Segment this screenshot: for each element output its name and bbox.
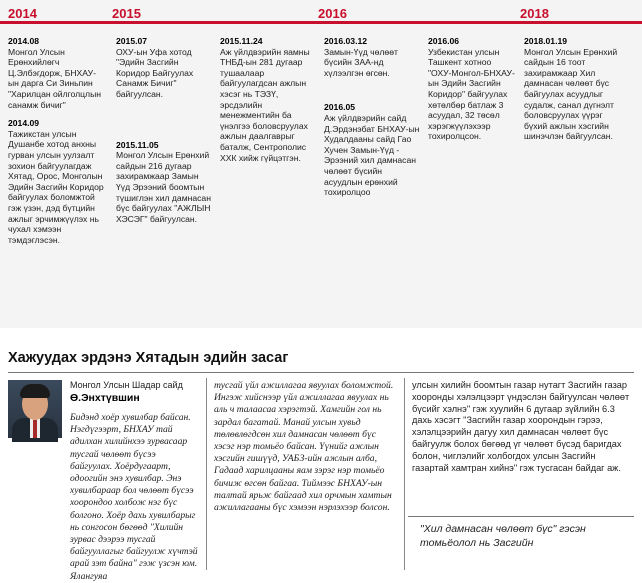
event-text: Аж үйлдвэрийн сайд Д.Эрдэнэбат БНХАУ-ын Худалдааны сайд Гао Хучен Замын-Үүд - Эрээний хил дамнасан чөлөөт бүсийн асуудлын ерөнхий тохиролцоо xyxy=(324,112,420,198)
event-text: Аж үйлдвэрийн яамны ТНБД-ын 281 дугаар тушаалаар байгуулагдсан ажлын хэсэг нь ТЭЗҮ, эрсдэлийн менежментийн ба үнэлгээ боловсруулах ажлын даалгаврыг баталж, Сентрополис ХХК хийж гүйцэтгэн. xyxy=(220,46,310,163)
author-role: Монгол Улсын Шадар сайд xyxy=(70,380,183,390)
timeline-column-2 xyxy=(116,36,214,232)
event-date: 2014.09 xyxy=(8,118,40,129)
article-headline: Хажуудах эрдэнэ Хятадын эдийн засаг xyxy=(8,350,289,366)
year-label-2018: 2018 xyxy=(520,6,549,21)
event-text: Узбекистан улсын Ташкент хотноо "ОХУ-Монгол-БНХАУ-ын Эдийн Засгийн Коридор" байгуулах хөтөлбөр батлаж 3 асуудал, 32 төсөл хэрэгжүүлэхээр тохиролцсон. xyxy=(428,46,515,142)
timeline-bar xyxy=(0,21,642,24)
event-text: Монгол Улсын Ерөнхий сайдын 16 тоот захирамжаар Хил дамнасан чөлөөт бүс байгуулах асуудлыг судалж, санал дүгнэлт боловсруулах үүрэг бүхий ажлын хэсгийн шинэчлэн байгуулсан. xyxy=(524,46,618,142)
event-date: 2014.08 xyxy=(8,36,40,46)
timeline-column-5 xyxy=(428,36,516,150)
event-text: Монгол Улсын Ерөнхий сайдын 216 дугаар захирамжаар Замын Үүд Эрээний боомтын түшиглэн хил дамнасан бүс байгуулах "АЖЛЫН ХЭСЭГ" байгуулсан. xyxy=(116,150,211,224)
timeline-event xyxy=(524,36,624,142)
pull-quote: "Хил дамнасан чөлөөт бүс" гэсэн томьёолол нь Засгийн xyxy=(420,523,586,549)
timeline-column-4 xyxy=(324,36,422,206)
timeline-event xyxy=(324,102,422,197)
event-date: 2016.05 xyxy=(324,102,356,113)
event-date: 2016.03.12 xyxy=(324,36,368,46)
year-label-2015: 2015 xyxy=(112,6,141,21)
event-text: ОХУ-ын Уфа хотод "Эдийн Засгийн Коридор Байгуулах Санамж Бичиг" байгуулсан. xyxy=(116,46,194,99)
timeline-event xyxy=(324,36,422,78)
column-divider xyxy=(206,378,207,570)
article-column-3: улсын хилийн боомтын газар нутагт Засгийн газар хооронды хэлэлцээрт үндэслэн байгуулсан чөлөөт бүсийг хэлнэ" гэж хуулийн 6 дугаар зүйлийн 6.3 дахь хэсэгт "Засгийн газар хоорондын гэрээ, хэлэлцээрийн дагуу хил дамнасан чөлөөт бүс байгуулж болох бөгөөд үг чөлөөт бүсэд баригдах болон, чиглэлийг холбогдох улсын Засгийн газартай хамтран хийнэ" гэж тусгасан байдаг аж. xyxy=(412,380,630,473)
event-text: Тажикстан улсын Душанбе хотод анхны гурван улсын уулзалт зохион байгуулагдаж Хятад, Орос, Монголын Эдийн Засгийн Коридор байгуулах боломжтой гэж үзэн, дэд бүтцийн ажлыг эрчимжүүлэх нь чухал хэмээн тэмдэглэсэн. xyxy=(8,128,104,245)
timeline-event xyxy=(116,140,214,225)
timeline-column-3 xyxy=(220,36,318,171)
timeline-event xyxy=(8,36,106,110)
timeline-event xyxy=(428,36,516,142)
timeline-column-1 xyxy=(8,36,106,253)
event-date: 2016.06 xyxy=(428,36,460,46)
headline-rule xyxy=(8,372,634,373)
event-text: Замын-Үүд чөлөөт бүсийн ЗАА-нд хүлээлгэн өгсөн. xyxy=(324,46,398,78)
event-date: 2018.01.19 xyxy=(524,36,568,46)
quote-rule xyxy=(408,516,634,517)
author-name: Ө.Энхтүвшин xyxy=(70,392,140,404)
year-label-2014: 2014 xyxy=(8,6,37,21)
event-date: 2015.11.24 xyxy=(220,36,263,46)
column-divider xyxy=(404,378,405,570)
article-column-2: тусгай үйл ажиллагаа явуулах боломжтой. Ингэж хийснээр үйл ажиллагаа явуулах нь аль ч талаасаа хэрэгтэй. Хамгийн гол нь зардал багатай. Манай улсын хувьд төлөвлөгдсөн хил дамнасан чөлөөт бүс хэсэг нэр томьёо байсан. Үүнийг ажлын хэсгийн гишүүд, УАБЗ-ийн ажлын алба, Гадаад харилцааны яам зэрэг нэр томьёо бичиж өгсөн байгаа. Тиймээс БНХАУ-ын талтай ярьж байгаад хил орчмын хамтын ажиллагааны бүс хэмээн нэрлэхээр болсон. xyxy=(214,380,394,514)
timeline-event xyxy=(116,36,214,100)
timeline-event xyxy=(8,118,106,245)
year-label-2016: 2016 xyxy=(318,6,347,21)
event-date: 2015.11.05 xyxy=(116,139,159,150)
article-column-1: Бидэнд хоёр хувилбар байсан. Нэгдүгээрт, БНХАУ тай адилхан хилийнхээ зурвасаар тусгай чөлөөт бүсээ байгуулах. Хоёрдугаарт, одоогийн энэ хувилбар. Энэ хувилбараар бол чөлөөт бүсээ хоорондоо холбож нэг бүс болгоно. Хоёр дахь хувилбарыг нь сонгосон бөгөөд "Хилийн зурвас дээрээ тусгай байгууллагыг байгуулж хүчтэй арай зэт байна" гэж үзсэн юм. Ялангуяа xyxy=(70,412,198,582)
timeline-event xyxy=(220,36,318,163)
timeline-column-6 xyxy=(524,36,624,150)
event-text: Монгол Улсын Ерөнхийлөгч Ц.Элбэгдорж, БНХАУ-ын дарга Си Зиньпин "Харилцан ойлголцлын санамж бичиг" xyxy=(8,46,101,110)
author-photo xyxy=(8,380,62,438)
event-date: 2015.07 xyxy=(116,36,148,46)
